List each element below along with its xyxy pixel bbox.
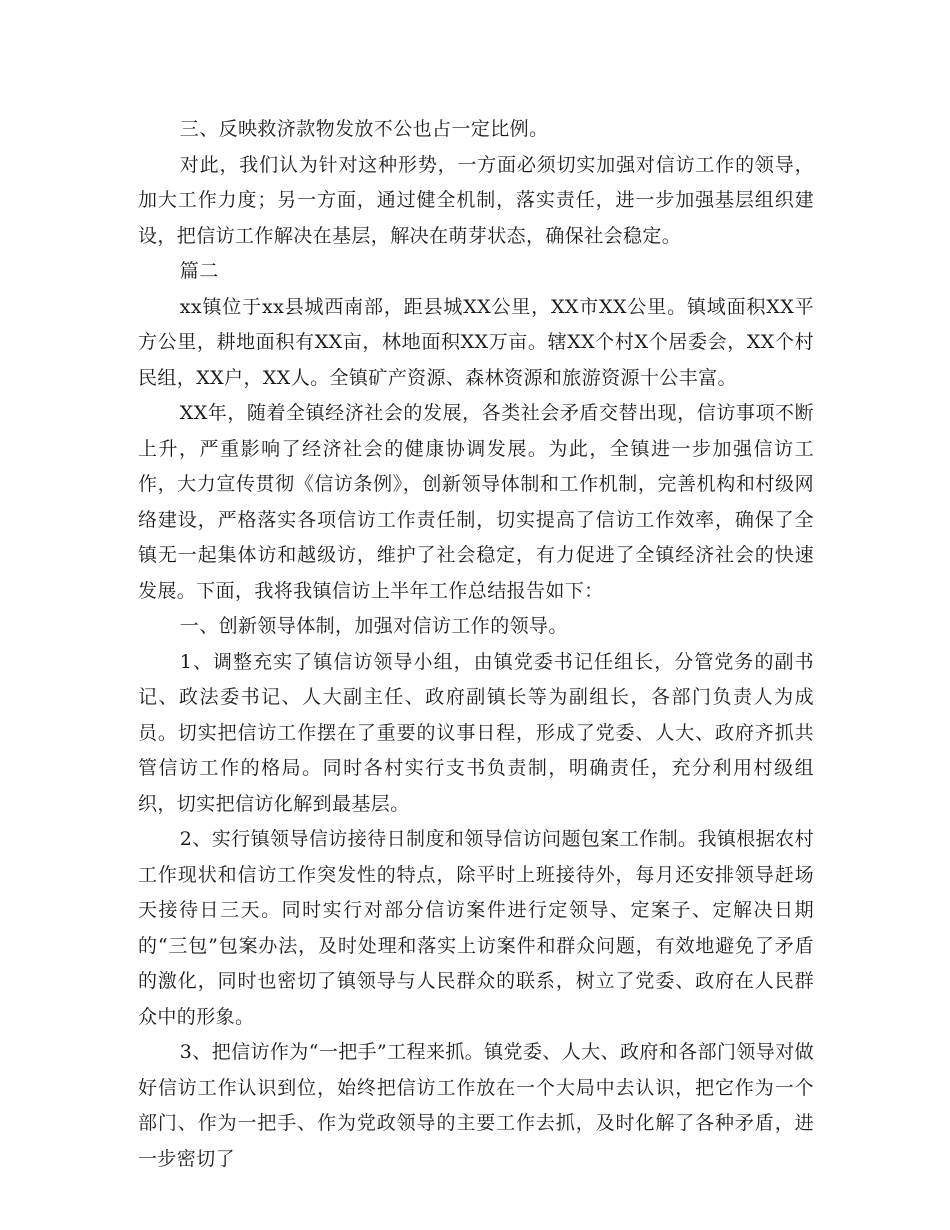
- paragraph-year-summary: XX年，随着全镇经济社会的发展，各类社会矛盾交替出现，信访事项不断上升，严重影响了经济社会的健康协调发展。为此，全镇进一步加强信访工作，大力宣传贯彻《信访条例》，创新领导体制和工作机制，完善机构和村级网络建设，严格落实各项信访工作责任制，切实提高了信访工作效率，确保了全镇无一起集体访和越级访，维护了社会稳定，有力促进了全镇经济社会的快速发展。下面，我将我镇信访上半年工作总结报告如下：: [138, 402, 814, 602]
- paragraph-town-overview: xx镇位于xx县城西南部，距县城XX公里，XX市XX公里。镇域面积XX平方公里，耕地面积有XX亩，林地面积XX万亩。辖XX个村X个居委会，XX个村民组，XX户，XX人。全镇矿产资源、森林资源和旅游资源十公丰富。: [138, 295, 814, 389]
- paragraph-countermeasures: 对此，我们认为针对这种形势，一方面必须切实加强对信访工作的领导，加大工作力度；另一方面，通过健全机制，落实责任，进一步加强基层组织建设，把信访工作解决在基层，解决在萌芽状态，确保社会稳定。: [138, 153, 814, 247]
- paragraph-item-two: 2、实行镇领导信访接待日制度和领导信访问题包案工作制。我镇根据农村工作现状和信访工作突发性的特点，除平时上班接待外，每月还安排领导赶场天接待日三天。同时实行对部分信访案件进行定领导、定案子、定解决日期的“三包”包案办法，及时处理和落实上访案件和群众问题，有效地避免了矛盾的激化，同时也密切了镇领导与人民群众的联系，树立了党委、政府在人民群众中的形象。: [138, 828, 814, 1028]
- paragraph-part-two-heading: 篇二: [179, 260, 219, 282]
- paragraph-item-one: 1、调整充实了镇信访领导小组，由镇党委书记任组长，分管党务的副书记、政法委书记、人大副主任、政府副镇长等为副组长，各部门负责人为成员。切实把信访工作摆在了重要的议事日程，形成了党委、人大、政府齐抓共管信访工作的格局。同时各村实行支书负责制，明确责任，充分利用村级组织，切实把信访化解到最基层。: [138, 650, 814, 815]
- paragraph-section-one-heading: 一、创新领导体制，加强对信访工作的领导。: [179, 615, 568, 637]
- document-body: [138, 112, 814, 1177]
- paragraph-section-three: 三、反映救济款物发放不公也占一定比例。: [179, 118, 549, 140]
- paragraph-item-three: 3、把信访作为“一把手”工程来抓。镇党委、人大、政府和各部门领导对做好信访工作认识到位，始终把信访工作放在一个大局中去认识，把它作为一个部门、作为一把手、作为党政领导的主要工作去抓，及时化解了各种矛盾，进一步密切了: [138, 1041, 814, 1170]
